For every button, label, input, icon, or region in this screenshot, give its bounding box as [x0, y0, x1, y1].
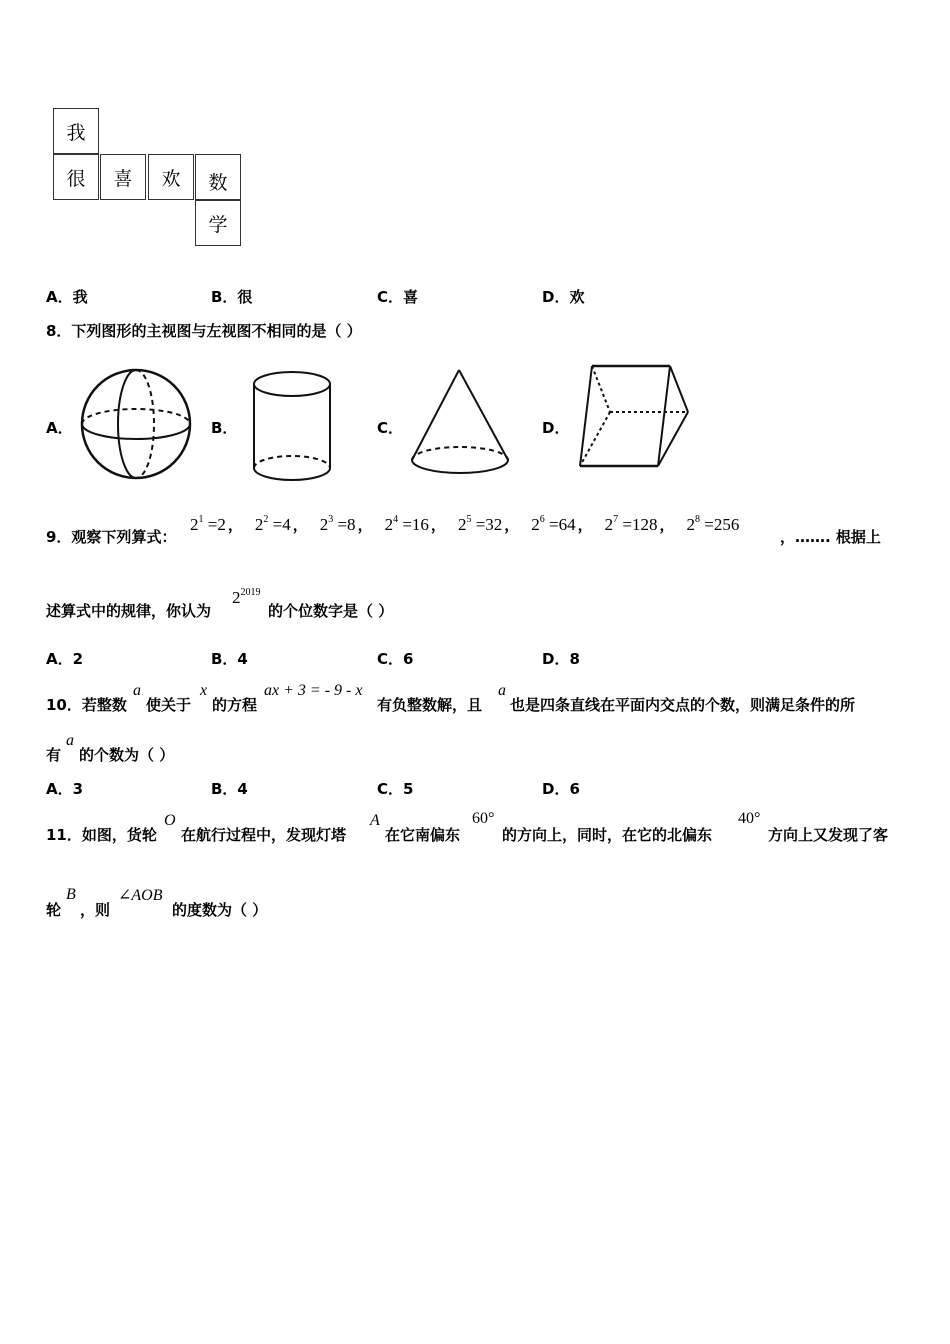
question-11-line2-post: 的度数为（ ）	[172, 901, 268, 919]
var-A: A	[370, 812, 380, 829]
angle-40: 40°	[738, 810, 761, 827]
separator: ，	[227, 516, 243, 534]
question-8-stem: 8．下列图形的主视图与左视图不相同的是（ ）	[46, 322, 362, 340]
net-cell: 学	[195, 200, 241, 246]
var-x: x	[200, 682, 208, 699]
q10-option-d[interactable]: D．6	[542, 780, 580, 798]
question-10-p1: 10．若整数	[46, 696, 127, 714]
q10-option-a[interactable]: A．3	[46, 780, 84, 798]
cylinder-icon	[248, 368, 336, 484]
power-item: $2^5 =32$	[457, 514, 503, 534]
power-item: $2^2 =4$	[254, 514, 291, 534]
prism-icon	[574, 360, 694, 474]
question-11-p5: 方向上又发现了客	[768, 826, 889, 844]
q9-option-b[interactable]: B．4	[211, 650, 248, 668]
question-11-line2-mid: ，则	[80, 901, 111, 919]
separator: ，	[504, 516, 520, 534]
cone-icon	[406, 366, 514, 478]
var-a: a	[133, 682, 141, 699]
angle-AOB: ∠AOB	[118, 887, 163, 904]
angle-60: 60°	[472, 810, 495, 827]
q9-option-a[interactable]: A．2	[46, 650, 84, 668]
option-c[interactable]: C．喜	[377, 288, 419, 306]
power-item: $2^3 =8$	[319, 514, 356, 534]
q9-option-c[interactable]: C．6	[377, 650, 414, 668]
net-cell: 数	[195, 154, 241, 200]
question-11-p2: 在航行过程中，发现灯塔	[181, 826, 347, 844]
question-11-p3: 在它南偏东	[385, 826, 461, 844]
power-item: $2^8 =256$	[686, 514, 740, 534]
separator: ，	[357, 516, 373, 534]
power-item: $2^1 =2$	[190, 514, 226, 534]
net-cell: 欢	[148, 154, 194, 200]
q8-label-a[interactable]: A．	[46, 419, 73, 437]
question-9-lead: 9．观察下列算式：	[46, 528, 177, 546]
separator: ，	[430, 516, 446, 534]
question-11-p4: 的方向上，同时，在它的北偏东	[502, 826, 713, 844]
question-9-line2-post: 的个位数字是（ ）	[268, 602, 394, 620]
question-11-p1: 11．如图，货轮	[46, 826, 157, 844]
q9-powers	[190, 514, 739, 535]
question-10-line2-pre: 有	[46, 746, 62, 764]
question-10-p2: 使关于	[146, 696, 192, 714]
q10-option-b[interactable]: B．4	[211, 780, 248, 798]
power-item: $2^6 =64$	[531, 514, 576, 534]
separator: ，	[292, 516, 308, 534]
question-10-p5: 也是四条直线在平面内交点的个数，则满足条件的所	[510, 696, 856, 714]
separator: ，	[659, 516, 675, 534]
net-cell: 我	[53, 108, 99, 154]
var-B: B	[66, 886, 76, 903]
net-cell: 很	[53, 154, 99, 200]
question-11-line2-pre: 轮	[46, 901, 62, 919]
option-a[interactable]: A．我	[46, 288, 88, 306]
separator: ，	[577, 516, 593, 534]
q8-label-b[interactable]: B．	[211, 419, 238, 437]
q9-option-d[interactable]: D．8	[542, 650, 580, 668]
question-10-p3: 的方程	[212, 696, 258, 714]
question-10-p4: 有负整数解，且	[377, 696, 483, 714]
power-item: $2^4 =16$	[384, 514, 429, 534]
q8-label-d[interactable]: D．	[542, 419, 570, 437]
var-a: a	[66, 732, 74, 749]
option-d[interactable]: D．欢	[542, 288, 585, 306]
q8-label-c[interactable]: C．	[377, 419, 404, 437]
option-b[interactable]: B．很	[211, 288, 253, 306]
sphere-icon	[78, 366, 194, 482]
q10-option-c[interactable]: C．5	[377, 780, 414, 798]
question-9-line2-pre: 述算式中的规律，你认为	[46, 602, 212, 620]
power-2019: $2^{2019}$	[232, 587, 261, 607]
question-10-line2-post: 的个数为（ ）	[79, 746, 175, 764]
power-item: $2^7 =128$	[604, 514, 658, 534]
var-a: a	[498, 682, 506, 699]
question-9-tail: ，……. 根据上	[780, 528, 881, 546]
net-cell: 喜	[100, 154, 146, 200]
var-O: O	[164, 812, 176, 829]
equation: ax + 3 = - 9 - x	[264, 682, 363, 699]
